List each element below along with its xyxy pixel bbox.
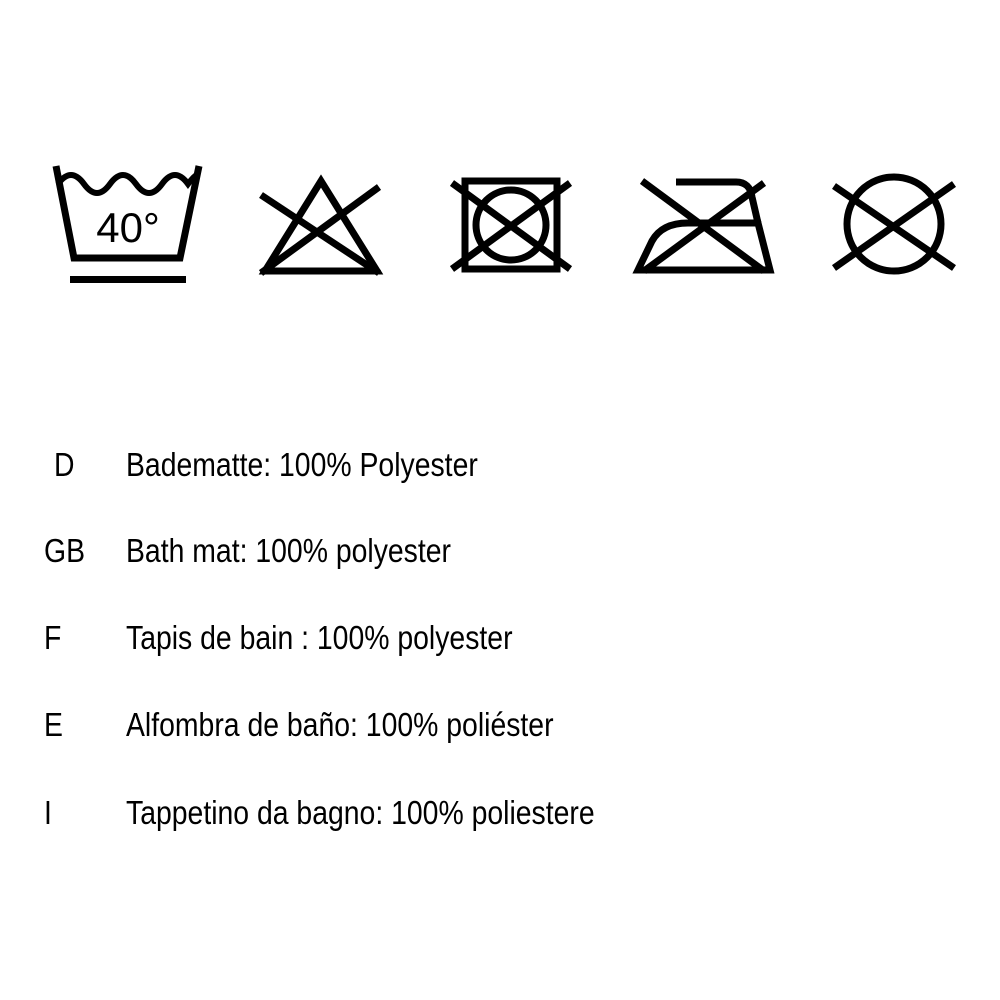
material-row-de <box>0 448 1000 498</box>
language-code: E <box>44 706 63 743</box>
material-text: Tapis de bain : 100% polyester <box>126 619 513 656</box>
language-code: GB <box>44 532 86 569</box>
material-text: Alfombra de baño: 100% poliéster <box>126 706 554 743</box>
material-row-it <box>0 796 1000 846</box>
material-row-gb <box>0 534 1000 584</box>
language-code: I <box>44 794 52 831</box>
material-row-es <box>0 708 1000 758</box>
wash-temperature-label: 40° <box>96 204 160 251</box>
material-text: Bath mat: 100% polyester <box>126 532 451 569</box>
material-text: Badematte: 100% Polyester <box>126 446 478 483</box>
language-code: F <box>44 619 62 656</box>
material-text: Tappetino da bagno: 100% poliestere <box>126 794 595 831</box>
language-code: D <box>54 446 75 483</box>
material-row-fr <box>0 621 1000 671</box>
